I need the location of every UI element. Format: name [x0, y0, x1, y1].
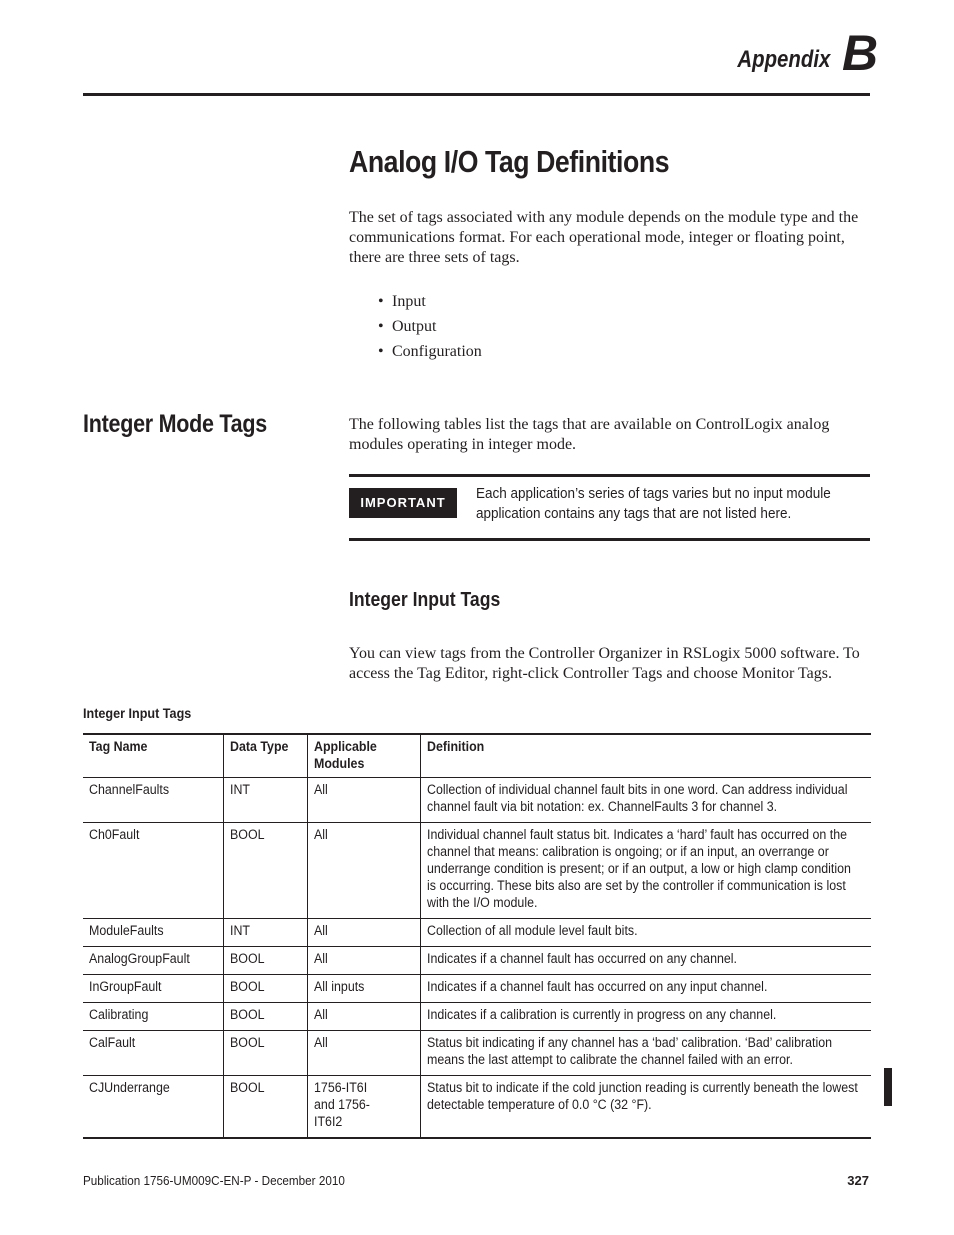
cell-applicable-modules: All [307, 947, 420, 975]
important-bottom-rule [349, 538, 870, 541]
bullet-item: • Configuration [378, 339, 482, 364]
cell-applicable-modules: All [307, 1031, 420, 1076]
cell-data-type: BOOL [223, 1031, 307, 1076]
cell-data-type: BOOL [223, 823, 307, 919]
bullet-item: • Output [378, 314, 482, 339]
footer-publication: Publication 1756-UM009C-EN-P - December 2010 [83, 1173, 345, 1188]
bullet-item: • Input [378, 289, 482, 314]
table-header-row [83, 734, 871, 778]
important-text: Each application’s series of tags varies but no input module application contains any tags that are not listed here. [476, 485, 831, 522]
cell-applicable-modules: All [307, 823, 420, 919]
cell-definition: Collection of individual channel fault bits in one word. Can address individual channel fault via bit notation: ex. ChannelFaults 3 for channel 3. [420, 778, 871, 823]
column-header-applicable-modules: Applicable Modules [307, 734, 420, 778]
cell-data-type: BOOL [223, 975, 307, 1003]
cell-applicable-modules: All [307, 778, 420, 823]
subsection-heading: Integer Input Tags [349, 589, 501, 611]
cell-data-type: INT [223, 778, 307, 823]
cell-data-type: INT [223, 919, 307, 947]
cell-tag-name: CalFault [83, 1031, 223, 1076]
cell-tag-name: InGroupFault [83, 975, 223, 1003]
section-paragraph: The following tables list the tags that are available on ControlLogix analog modules operating in integer mode. [349, 416, 830, 453]
cell-definition: Indicates if a channel fault has occurred on any input channel. [420, 975, 871, 1003]
footer-page-number: 327 [847, 1173, 869, 1188]
section-heading: Integer Mode Tags [83, 410, 267, 438]
table-row [83, 975, 871, 1003]
appendix-letter: B [842, 25, 879, 81]
cell-definition: Individual channel fault status bit. Indicates a ‘hard’ fault has occurred on the channel that means: calibration is ongoing; or if an input, an overrange or underrange condition is present; or if an output, a low or high clamp condition is occurring. These bits also are set by the controller if communication is lost with the I/O module. [420, 823, 871, 919]
cell-tag-name: ModuleFaults [83, 919, 223, 947]
column-header-data-type: Data Type [223, 734, 307, 778]
cell-definition: Indicates if a channel fault has occurred on any channel. [420, 947, 871, 975]
table-row [83, 919, 871, 947]
table-row [83, 1031, 871, 1076]
cell-applicable-modules: All [307, 1003, 420, 1031]
column-header-definition: Definition [420, 734, 871, 778]
cell-tag-name: AnalogGroupFault [83, 947, 223, 975]
integer-input-tags-table [83, 733, 871, 1139]
cell-definition: Status bit indicating if any channel has a ‘bad’ calibration. ‘Bad’ calibration means the last attempt to calibrate the channel failed with an error. [420, 1031, 871, 1076]
intro-bullet-list [378, 289, 482, 364]
table-row [83, 778, 871, 823]
header-rule [83, 93, 870, 96]
cell-data-type: BOOL [223, 1076, 307, 1139]
cell-tag-name: Ch0Fault [83, 823, 223, 919]
chapter-thumb-tab [884, 1068, 892, 1106]
page-title: Analog I/O Tag Definitions [349, 144, 670, 179]
table-row [83, 947, 871, 975]
cell-tag-name: CJUnderrange [83, 1076, 223, 1139]
intro-paragraph: The set of tags associated with any module depends on the module type and the communications format. For each operational mode, integer or floating point, there are three sets of tags. [349, 209, 859, 266]
cell-applicable-modules: All [307, 919, 420, 947]
subsection-paragraph: You can view tags from the Controller Organizer in RSLogix 5000 software. To access the Tag Editor, right-click Controller Tags and choose Monitor Tags. [349, 645, 860, 682]
table-row [83, 823, 871, 919]
cell-data-type: BOOL [223, 947, 307, 975]
cell-definition: Status bit to indicate if the cold junction reading is currently beneath the lowest detectable temperature of 0.0 °C (32 °F). [420, 1076, 871, 1139]
cell-tag-name: ChannelFaults [83, 778, 223, 823]
table-row [83, 1076, 871, 1139]
cell-applicable-modules: All inputs [307, 975, 420, 1003]
appendix-label: Appendix [737, 46, 830, 73]
cell-data-type: BOOL [223, 1003, 307, 1031]
cell-applicable-modules: 1756-IT6I and 1756-IT6I2 [307, 1076, 420, 1139]
important-top-rule [349, 474, 870, 477]
cell-tag-name: Calibrating [83, 1003, 223, 1031]
cell-definition: Indicates if a calibration is currently in progress on any channel. [420, 1003, 871, 1031]
important-badge: IMPORTANT [349, 488, 457, 518]
table-row [83, 1003, 871, 1031]
column-header-tag-name: Tag Name [83, 734, 223, 778]
cell-definition: Collection of all module level fault bits. [420, 919, 871, 947]
table-caption: Integer Input Tags [83, 705, 192, 721]
